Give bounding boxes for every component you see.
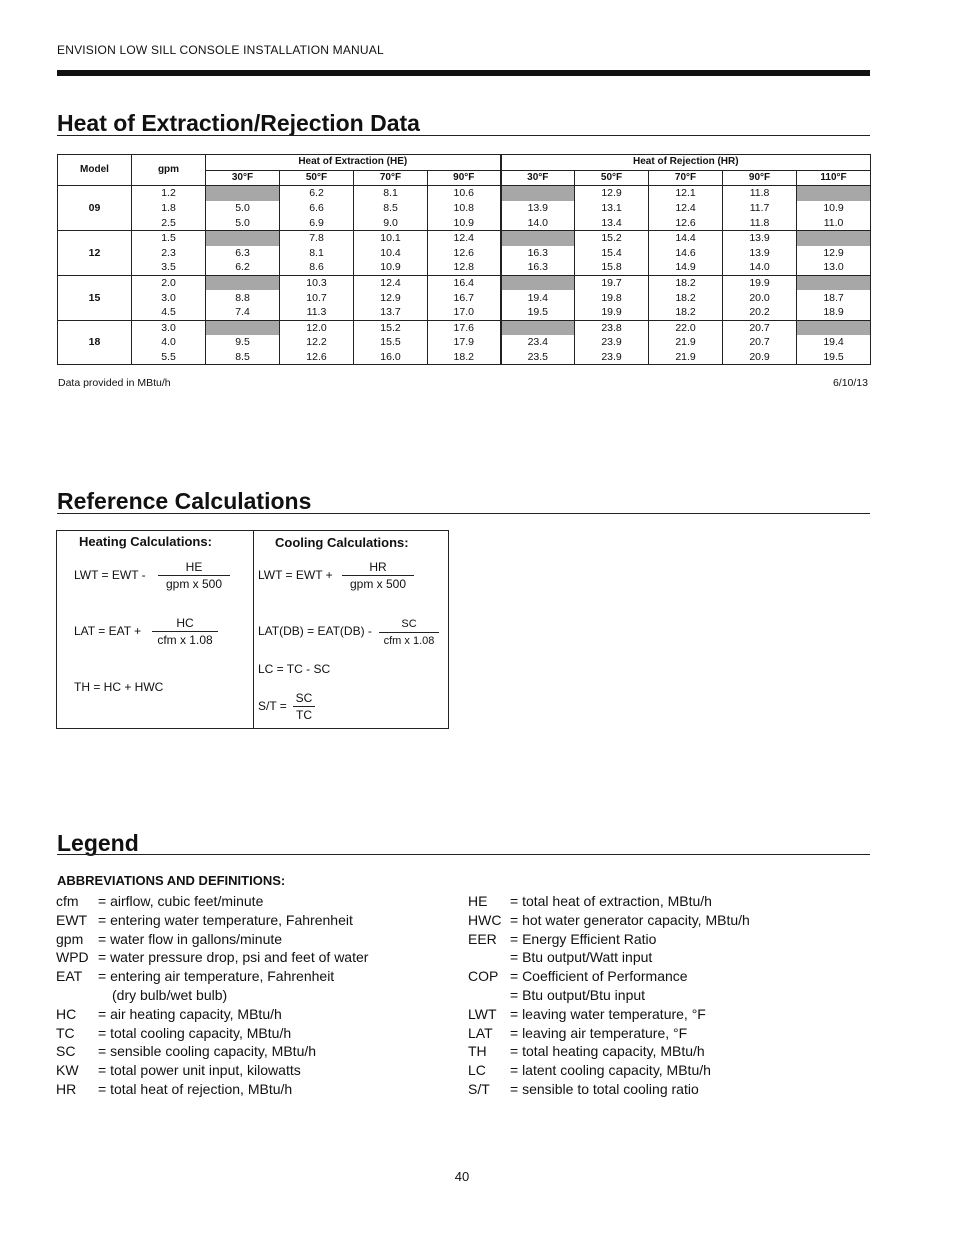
hr-value-cell: 14.4 <box>649 230 723 245</box>
abbreviation: COP <box>468 968 499 985</box>
definition-text: = airflow, cubic feet/minute <box>98 893 264 909</box>
definition-row <box>468 967 750 986</box>
he-value-cell <box>206 186 280 201</box>
hr-value-cell: 19.4 <box>797 335 871 350</box>
definition-text: = Btu output/Btu input <box>510 986 646 1003</box>
section-title-legend: Legend <box>57 830 139 856</box>
he-value-cell: 6.3 <box>206 246 280 261</box>
hr-value-cell: 19.9 <box>575 305 649 320</box>
abbreviation: KW <box>56 1062 79 1079</box>
definition-text: = entering water temperature, Fahrenheit <box>98 911 353 928</box>
gpm-cell: 2.3 <box>132 246 206 261</box>
he-value-cell: 10.9 <box>354 260 428 275</box>
calc-column-divider <box>253 531 254 728</box>
he-value-cell: 6.6 <box>280 201 354 216</box>
he-value-cell: 17.0 <box>428 305 501 320</box>
table-row <box>58 186 871 201</box>
definition-row <box>56 911 368 930</box>
gpm-cell: 4.5 <box>132 305 206 320</box>
gpm-cell: 1.8 <box>132 201 206 216</box>
heating-lat-fraction <box>152 616 218 647</box>
he-value-cell: 12.6 <box>428 246 501 261</box>
hr-value-cell: 14.0 <box>501 215 575 230</box>
hr-value-cell: 20.0 <box>723 290 797 305</box>
col-header-gpm: gpm <box>132 155 206 186</box>
hr-value-cell: 18.7 <box>797 290 871 305</box>
hr-value-cell: 23.8 <box>575 320 649 335</box>
table-row <box>58 335 871 350</box>
section-title-heat-data: Heat of Extraction/Rejection Data <box>57 110 420 136</box>
fraction-denominator: TC <box>296 708 312 722</box>
definition-row <box>56 967 368 986</box>
table-row <box>58 290 871 305</box>
he-value-cell: 12.0 <box>280 320 354 335</box>
definition-text: = total heat of rejection, MBtu/h <box>98 1080 293 1097</box>
hr-value-cell: 16.3 <box>501 246 575 261</box>
abbreviation: LAT <box>468 1024 493 1041</box>
definition-row <box>468 1080 750 1099</box>
definition-text: = Coefficient of Performance <box>510 968 688 985</box>
hr-temp-header: 50°F <box>575 170 649 186</box>
definition-text: = sensible to total cooling ratio <box>510 1080 699 1097</box>
hr-value-cell: 20.9 <box>723 350 797 365</box>
definition-row <box>468 911 750 930</box>
hr-value-cell: 20.2 <box>723 305 797 320</box>
definition-row <box>56 930 368 949</box>
he-value-cell: 5.0 <box>206 215 280 230</box>
he-value-cell: 9.0 <box>354 215 428 230</box>
he-value-cell: 15.5 <box>354 335 428 350</box>
gpm-cell: 4.0 <box>132 335 206 350</box>
hr-value-cell: 20.7 <box>723 335 797 350</box>
he-value-cell: 6.2 <box>280 186 354 201</box>
he-value-cell: 8.8 <box>206 290 280 305</box>
cooling-lwt-fraction <box>342 560 414 591</box>
table-row <box>58 246 871 261</box>
he-value-cell: 10.9 <box>428 215 501 230</box>
he-temp-header: 30°F <box>206 170 280 186</box>
he-value-cell: 8.5 <box>354 201 428 216</box>
hr-value-cell: 19.5 <box>501 305 575 320</box>
fraction-denominator: gpm x 500 <box>165 577 223 591</box>
heating-lwt-lhs: LWT = EWT - <box>74 568 146 582</box>
abbreviation <box>468 986 510 1005</box>
group-header-hr: Heat of Rejection (HR) <box>501 155 871 171</box>
cooling-st-fraction <box>293 691 315 722</box>
table-row <box>58 305 871 320</box>
fraction-denominator: cfm x 1.08 <box>383 635 435 647</box>
hr-value-cell: 20.7 <box>723 320 797 335</box>
hr-value-cell: 11.8 <box>723 215 797 230</box>
he-value-cell: 18.2 <box>428 350 501 365</box>
running-head: ENVISION LOW SILL CONSOLE INSTALLATION MANUAL <box>57 43 384 57</box>
hr-value-cell <box>501 320 575 335</box>
hr-value-cell: 12.1 <box>649 186 723 201</box>
he-value-cell: 10.6 <box>428 186 501 201</box>
abbreviations-heading: ABBREVIATIONS AND DEFINITIONS: <box>57 873 286 888</box>
section-title-reference-calculations: Reference Calculations <box>57 488 312 514</box>
he-value-cell: 8.1 <box>280 246 354 261</box>
table-row <box>58 201 871 216</box>
abbreviation: LWT <box>468 1005 497 1022</box>
hr-value-cell: 23.9 <box>575 335 649 350</box>
section-rule <box>57 135 870 136</box>
hr-value-cell <box>501 275 575 290</box>
gpm-cell: 3.0 <box>132 290 206 305</box>
table-row <box>58 320 871 335</box>
table-date-note: 6/10/13 <box>832 377 868 389</box>
heating-calculations-title: Heating Calculations: <box>79 534 212 549</box>
gpm-cell: 3.5 <box>132 260 206 275</box>
hr-value-cell: 12.9 <box>797 246 871 261</box>
hr-temp-header: 110°F <box>797 170 871 186</box>
he-value-cell: 12.8 <box>428 260 501 275</box>
section-rule <box>57 513 870 514</box>
fraction-numerator: HR <box>342 560 414 576</box>
hr-value-cell: 18.9 <box>797 305 871 320</box>
he-value-cell: 6.9 <box>280 215 354 230</box>
definition-text: = hot water generator capacity, MBtu/h <box>510 911 750 928</box>
hr-value-cell: 16.3 <box>501 260 575 275</box>
fraction-numerator: SC <box>293 691 315 707</box>
definition-text: = water flow in gallons/minute <box>98 930 283 947</box>
he-value-cell: 7.4 <box>206 305 280 320</box>
cooling-lat-lhs: LAT(DB) = EAT(DB) - <box>258 624 372 638</box>
hr-value-cell: 13.9 <box>501 201 575 216</box>
abbreviation: HWC <box>468 911 502 928</box>
he-value-cell: 15.2 <box>354 320 428 335</box>
model-cell: 15 <box>58 275 132 320</box>
he-value-cell: 6.2 <box>206 260 280 275</box>
he-value-cell: 8.6 <box>280 260 354 275</box>
abbreviation: EWT <box>56 911 88 928</box>
hr-value-cell: 18.2 <box>649 275 723 290</box>
abbreviation: S/T <box>468 1080 490 1097</box>
cooling-st-lhs: S/T = <box>258 699 287 713</box>
definition-row <box>56 1005 368 1024</box>
hr-value-cell: 19.7 <box>575 275 649 290</box>
definition-text: = leaving air temperature, °F <box>510 1024 688 1041</box>
he-value-cell: 12.2 <box>280 335 354 350</box>
hr-value-cell <box>501 230 575 245</box>
definition-text: = water pressure drop, psi and feet of water <box>98 949 369 966</box>
table-units-note: Data provided in MBtu/h <box>58 377 171 389</box>
gpm-cell: 5.5 <box>132 350 206 365</box>
reference-calculations-box <box>56 530 449 729</box>
hr-value-cell <box>797 275 871 290</box>
definition-row <box>56 1042 368 1061</box>
hr-value-cell: 23.4 <box>501 335 575 350</box>
he-value-cell: 16.4 <box>428 275 501 290</box>
abbreviation: SC <box>56 1043 76 1060</box>
he-value-cell: 10.8 <box>428 201 501 216</box>
group-header-he: Heat of Extraction (HE) <box>206 155 501 171</box>
definition-row <box>56 1024 368 1043</box>
abbreviation: TH <box>468 1043 487 1060</box>
he-value-cell: 7.8 <box>280 230 354 245</box>
definition-text: = leaving water temperature, °F <box>510 1005 706 1022</box>
hr-value-cell: 11.0 <box>797 215 871 230</box>
hr-value-cell <box>797 320 871 335</box>
top-rule <box>57 70 870 76</box>
cooling-lwt-lhs: LWT = EWT + <box>258 568 333 582</box>
heat-extraction-rejection-table <box>57 154 871 365</box>
fraction-numerator: HC <box>152 616 218 632</box>
fraction-numerator: HE <box>158 560 230 576</box>
gpm-cell: 2.5 <box>132 215 206 230</box>
he-temp-header: 70°F <box>354 170 428 186</box>
he-temp-header: 50°F <box>280 170 354 186</box>
fraction-denominator: gpm x 500 <box>349 577 407 591</box>
he-value-cell: 10.3 <box>280 275 354 290</box>
definition-row <box>56 986 368 1005</box>
model-cell: 18 <box>58 320 132 365</box>
definition-text: (dry bulb/wet bulb) <box>112 986 228 1003</box>
hr-value-cell: 13.1 <box>575 201 649 216</box>
definition-row <box>468 892 750 911</box>
definition-text: = total heat of extraction, MBtu/h <box>510 893 712 909</box>
fraction-numerator: SC <box>379 617 439 633</box>
hr-value-cell: 14.6 <box>649 246 723 261</box>
hr-value-cell: 12.6 <box>649 215 723 230</box>
hr-value-cell: 13.9 <box>723 230 797 245</box>
he-value-cell: 12.4 <box>354 275 428 290</box>
abbreviation: WPD <box>56 949 89 966</box>
he-value-cell: 12.4 <box>428 230 501 245</box>
definition-row <box>56 1080 368 1099</box>
cooling-lat-fraction <box>379 617 439 648</box>
hr-value-cell <box>797 186 871 201</box>
definition-text: = total power unit input, kilowatts <box>98 1062 301 1079</box>
hr-value-cell: 15.2 <box>575 230 649 245</box>
he-value-cell: 9.5 <box>206 335 280 350</box>
col-header-model: Model <box>58 155 132 186</box>
he-value-cell: 5.0 <box>206 201 280 216</box>
he-value-cell: 10.7 <box>280 290 354 305</box>
abbreviation: TC <box>56 1024 75 1041</box>
model-cell: 12 <box>58 230 132 275</box>
hr-value-cell: 13.0 <box>797 260 871 275</box>
hr-value-cell: 14.0 <box>723 260 797 275</box>
fraction-denominator: cfm x 1.08 <box>157 633 213 647</box>
hr-value-cell: 15.8 <box>575 260 649 275</box>
hr-value-cell: 19.8 <box>575 290 649 305</box>
definition-row <box>468 948 750 967</box>
hr-value-cell: 19.9 <box>723 275 797 290</box>
definition-row <box>468 1042 750 1061</box>
table-row <box>58 275 871 290</box>
definition-text: = Energy Efficient Ratio <box>510 930 657 947</box>
he-value-cell: 16.7 <box>428 290 501 305</box>
hr-value-cell: 21.9 <box>649 350 723 365</box>
table-row <box>58 260 871 275</box>
heating-lwt-fraction <box>158 560 230 591</box>
gpm-cell: 1.2 <box>132 186 206 201</box>
hr-value-cell: 19.4 <box>501 290 575 305</box>
abbreviation: HC <box>56 1005 77 1022</box>
hr-value-cell: 12.4 <box>649 201 723 216</box>
he-value-cell: 11.3 <box>280 305 354 320</box>
hr-value-cell <box>501 186 575 201</box>
definitions-right-column <box>468 892 750 1099</box>
definition-row <box>56 892 368 911</box>
hr-value-cell: 11.8 <box>723 186 797 201</box>
abbreviation: gpm <box>56 930 84 947</box>
hr-temp-header: 30°F <box>501 170 575 186</box>
hr-value-cell: 23.5 <box>501 350 575 365</box>
table-row <box>58 230 871 245</box>
hr-value-cell: 18.2 <box>649 305 723 320</box>
he-value-cell <box>206 230 280 245</box>
he-value-cell: 16.0 <box>354 350 428 365</box>
definition-text: = total cooling capacity, MBtu/h <box>98 1024 292 1041</box>
he-value-cell: 8.1 <box>354 186 428 201</box>
page-number: 40 <box>454 1169 470 1184</box>
he-value-cell: 17.6 <box>428 320 501 335</box>
hr-value-cell: 13.9 <box>723 246 797 261</box>
definition-row <box>56 948 368 967</box>
hr-value-cell: 15.4 <box>575 246 649 261</box>
he-value-cell: 12.9 <box>354 290 428 305</box>
hr-value-cell: 21.9 <box>649 335 723 350</box>
definition-text: = Btu output/Watt input <box>510 949 653 966</box>
table-row <box>58 215 871 230</box>
definition-text: = latent cooling capacity, MBtu/h <box>510 1062 711 1079</box>
section-rule <box>57 854 870 855</box>
hr-value-cell: 12.9 <box>575 186 649 201</box>
heating-lat-lhs: LAT = EAT + <box>74 624 142 638</box>
definition-text: = air heating capacity, MBtu/h <box>98 1005 282 1022</box>
definition-text: = total heating capacity, MBtu/h <box>510 1043 705 1060</box>
he-value-cell: 13.7 <box>354 305 428 320</box>
hr-temp-header: 70°F <box>649 170 723 186</box>
hr-value-cell: 13.4 <box>575 215 649 230</box>
hr-value-cell: 18.2 <box>649 290 723 305</box>
he-value-cell <box>206 320 280 335</box>
hr-value-cell: 23.9 <box>575 350 649 365</box>
abbreviation <box>56 986 98 1005</box>
model-cell: 09 <box>58 186 132 231</box>
hr-value-cell: 14.9 <box>649 260 723 275</box>
table-row <box>58 350 871 365</box>
he-value-cell: 10.1 <box>354 230 428 245</box>
abbreviation <box>468 948 510 967</box>
definition-row <box>468 1005 750 1024</box>
cooling-lc-formula: LC = TC - SC <box>258 662 331 676</box>
definition-row <box>468 986 750 1005</box>
he-value-cell: 12.6 <box>280 350 354 365</box>
he-value-cell: 8.5 <box>206 350 280 365</box>
definition-row <box>468 1061 750 1080</box>
hr-value-cell: 22.0 <box>649 320 723 335</box>
definition-text: = sensible cooling capacity, MBtu/h <box>98 1043 317 1060</box>
gpm-cell: 3.0 <box>132 320 206 335</box>
cooling-calculations-title: Cooling Calculations: <box>275 535 409 550</box>
gpm-cell: 1.5 <box>132 230 206 245</box>
hr-value-cell: 10.9 <box>797 201 871 216</box>
he-value-cell <box>206 275 280 290</box>
definition-row <box>468 1024 750 1043</box>
abbreviation: cfm <box>56 893 79 909</box>
definitions-left-column <box>56 892 368 1099</box>
abbreviation: EAT <box>56 968 83 985</box>
abbreviation: HR <box>56 1080 77 1097</box>
abbreviation: EER <box>468 930 497 947</box>
definition-row <box>468 930 750 949</box>
abbreviation: HE <box>468 893 488 909</box>
he-value-cell: 10.4 <box>354 246 428 261</box>
hr-value-cell: 11.7 <box>723 201 797 216</box>
heating-th-formula: TH = HC + HWC <box>74 680 164 694</box>
gpm-cell: 2.0 <box>132 275 206 290</box>
abbreviation: LC <box>468 1062 486 1079</box>
definition-row <box>56 1061 368 1080</box>
definition-text: = entering air temperature, Fahrenheit <box>98 968 335 985</box>
hr-value-cell <box>797 230 871 245</box>
hr-temp-header: 90°F <box>723 170 797 186</box>
he-temp-header: 90°F <box>428 170 501 186</box>
he-value-cell: 17.9 <box>428 335 501 350</box>
hr-value-cell: 19.5 <box>797 350 871 365</box>
